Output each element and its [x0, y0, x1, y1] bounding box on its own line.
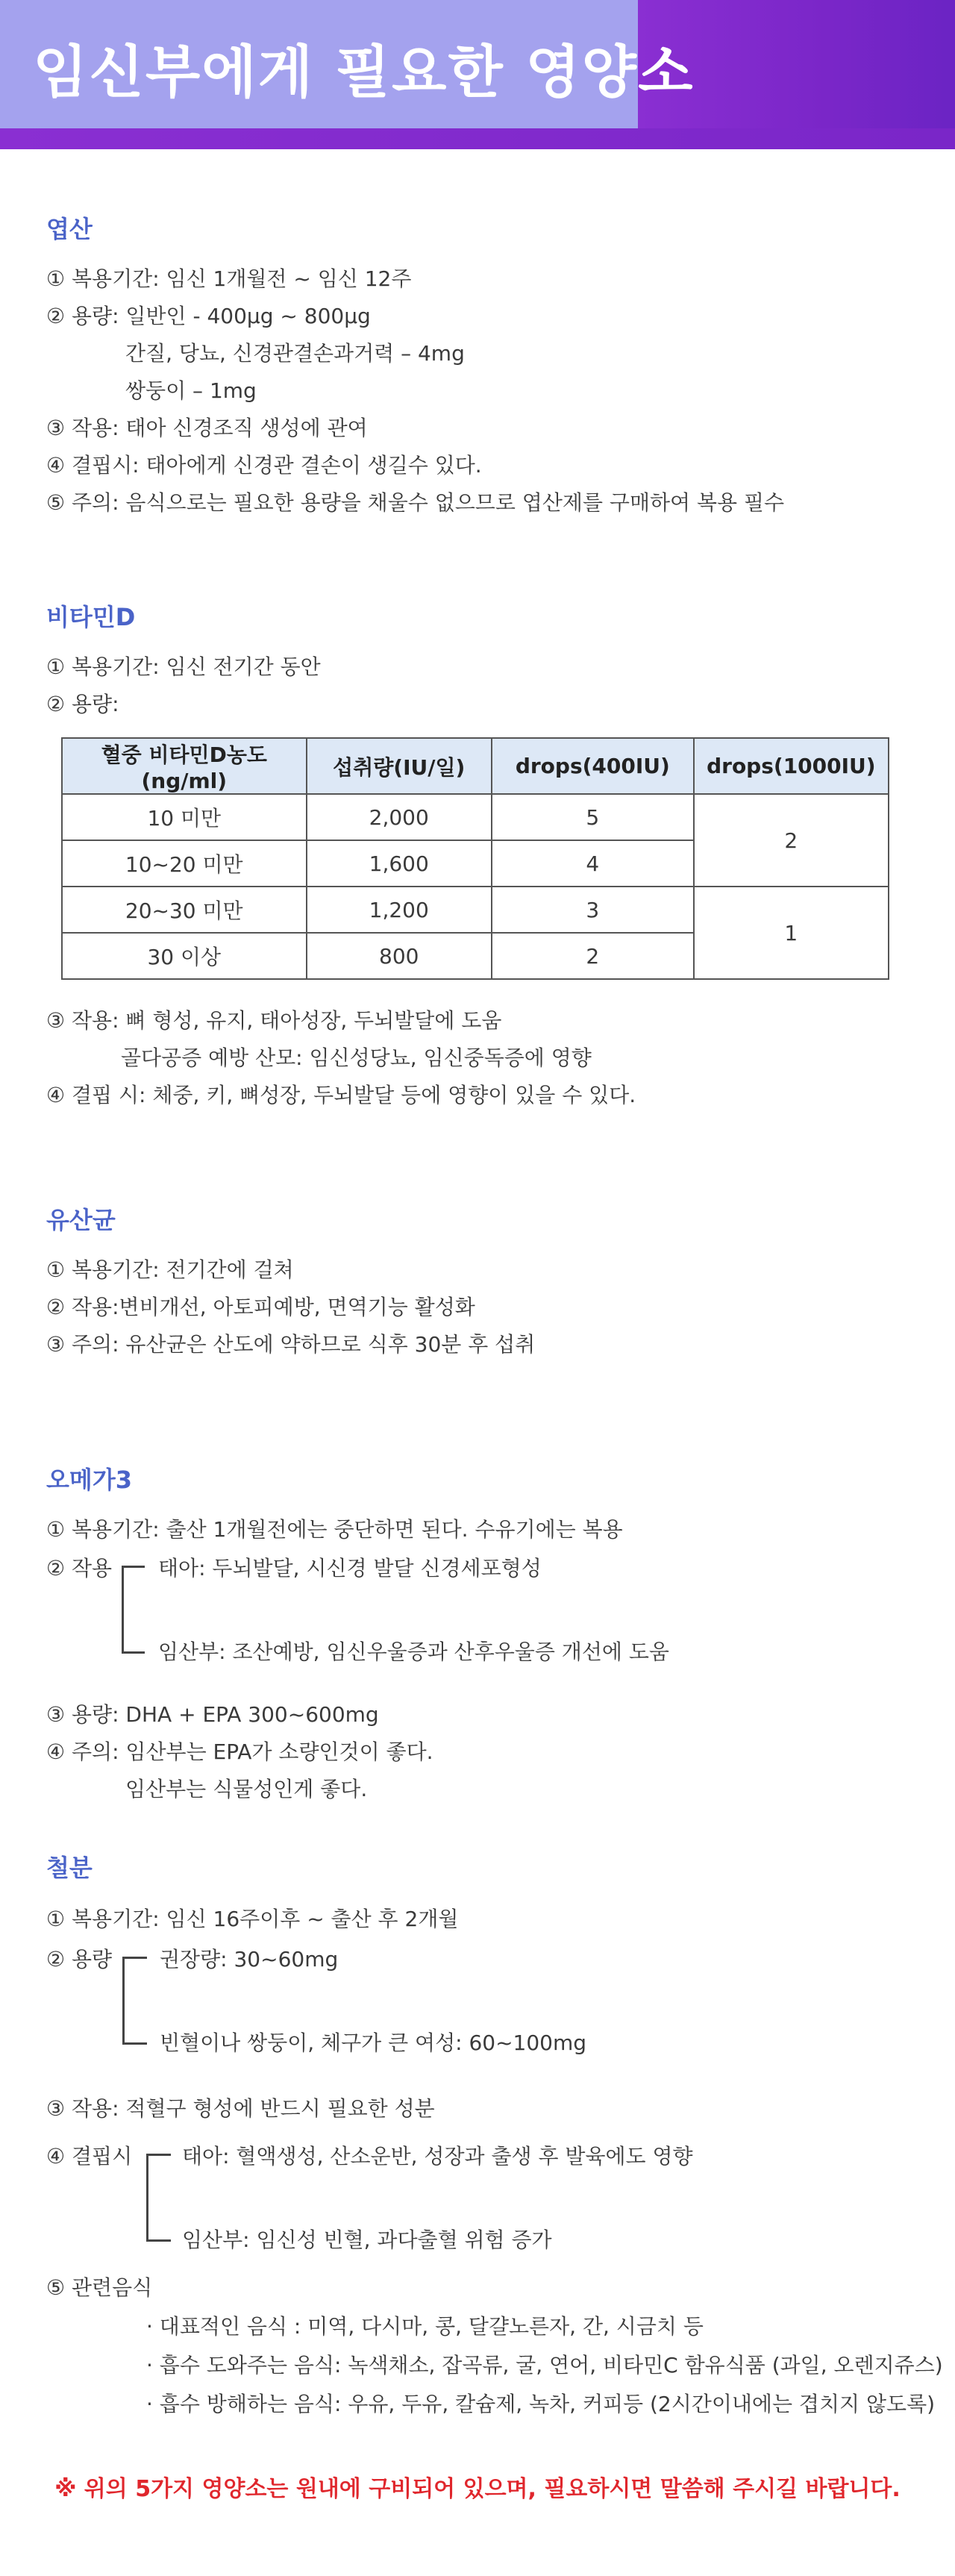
table-cell: 5 [492, 794, 694, 840]
vitd-period: ① 복용기간: 임신 전기간 동안 [46, 654, 321, 679]
omega3-action-fetus: 태아: 두뇌발달, 시신경 발달 신경세포형성 [158, 1556, 542, 1581]
table-row [62, 794, 889, 840]
table-cell: 30 이상 [62, 933, 307, 979]
table-header-row [62, 738, 889, 794]
omega3-action-mother: 임산부: 조산예방, 임신우울증과 산후우울증 개선에 도움 [158, 1639, 669, 1664]
table-cell: 20~30 미만 [62, 887, 307, 933]
omega3-dose: ③ 용량: DHA + EPA 300~600mg [46, 1702, 379, 1727]
iron-dose-bracket [122, 1957, 147, 2045]
iron-food-hinders: · 흡수 방해하는 음식: 우유, 두유, 칼슘제, 녹차, 커피등 (2시간이내에는 겹치지 않도록) [146, 2392, 936, 2416]
iron-deficiency-fetus: 태아: 혈액생성, 산소운반, 성장과 출생 후 발육에도 영향 [182, 2144, 693, 2169]
omega3-action-label: ② 작용 [46, 1556, 113, 1581]
table-header-cell: drops(1000IU) [694, 738, 889, 794]
folate-deficiency: ④ 결핍시: 태아에게 신경관 결손이 생길수 있다. [46, 453, 482, 478]
iron-deficiency-mother: 임산부: 임신성 빈혈, 과다출혈 위험 증가 [182, 2228, 552, 2252]
section-title-folate: 엽산 [46, 215, 93, 243]
section-title-vitd: 비타민D [46, 603, 136, 631]
vitd-dose-table [61, 737, 889, 980]
omega3-period: ① 복용기간: 출산 1개월전에는 중단하면 된다. 수유기에는 복용 [46, 1517, 623, 1542]
probiotics-caution: ③ 주의: 유산균은 산도에 약하므로 식후 30분 후 섭취 [46, 1332, 536, 1357]
probiotics-action: ② 작용:변비개선, 아토피예방, 면역기능 활성화 [46, 1295, 475, 1319]
omega3-caution: ④ 주의: 임산부는 EPA가 소량인것이 좋다. [46, 1739, 433, 1764]
iron-food-representative: · 대표적인 음식 : 미역, 다시마, 콩, 달걀노른자, 간, 시금치 등 [146, 2314, 704, 2339]
table-cell: 1,600 [307, 840, 492, 887]
table-cell: 1 [694, 887, 889, 979]
table-cell: 10~20 미만 [62, 840, 307, 887]
iron-dose-normal: 권장량: 30~60mg [160, 1947, 339, 1972]
iron-action: ③ 작용: 적혈구 형성에 반드시 필요한 성분 [46, 2096, 435, 2121]
footer-notice: ※ 위의 5가지 영양소는 원내에 구비되어 있으며, 필요하시면 말씀해 주시길 바랍니다. [54, 2476, 901, 2502]
table-cell: 2 [694, 794, 889, 887]
table-cell: 800 [307, 933, 492, 979]
section-title-omega3: 오메가3 [46, 1466, 133, 1494]
table-header-cell: 혈중 비타민D농도 (ng/ml) [62, 738, 307, 794]
folate-dose-high: 간질, 당뇨, 신경관결손과거력 – 4mg [125, 341, 465, 366]
folate-caution: ⑤ 주의: 음식으로는 필요한 용량을 채울수 없으므로 엽산제를 구매하여 복용 필수 [46, 490, 785, 515]
header-bar [0, 128, 955, 149]
iron-food-helps: · 흡수 도와주는 음식: 녹색채소, 잡곡류, 굴, 연어, 비타민C 함유식품 (과일, 오렌지쥬스) [146, 2353, 943, 2378]
section-title-probiotics: 유산균 [46, 1206, 116, 1234]
iron-dose-high: 빈혈이나 쌍둥이, 체구가 큰 여성: 60~100mg [160, 2031, 587, 2055]
table-header-cell: 섭취량(IU/일) [307, 738, 492, 794]
folate-dose: ② 용량: 일반인 - 400μg ~ 800μg [46, 304, 371, 328]
table-row [62, 887, 889, 933]
table-cell: 1,200 [307, 887, 492, 933]
vitd-dose: ② 용량: [46, 692, 119, 716]
vitd-deficiency: ④ 결핍 시: 체중, 키, 뼈성장, 두뇌발달 등에 영향이 있을 수 있다. [46, 1083, 636, 1107]
iron-deficiency-label: ④ 결핍시 [46, 2144, 133, 2169]
probiotics-period: ① 복용기간: 전기간에 걸쳐 [46, 1257, 294, 1282]
vitd-action-2: 골다공증 예방 산모: 임신성당뇨, 임신중독증에 영향 [121, 1045, 592, 1070]
table-cell: 10 미만 [62, 794, 307, 840]
iron-dose-label: ② 용량 [46, 1947, 113, 1972]
omega3-bracket [122, 1566, 145, 1654]
omega3-caution-2: 임산부는 식물성인게 좋다. [125, 1777, 368, 1801]
table-cell: 2 [492, 933, 694, 979]
iron-food-label: ⑤ 관련음식 [46, 2275, 153, 2300]
table-cell: 2,000 [307, 794, 492, 840]
vitd-action: ③ 작용: 뼈 형성, 유지, 태아성장, 두뇌발달에 도움 [46, 1008, 502, 1033]
page-title: 임신부에게 필요한 영양소 [33, 39, 695, 105]
table-cell: 4 [492, 840, 694, 887]
section-title-iron: 철분 [46, 1854, 93, 1882]
iron-deficiency-bracket [146, 2154, 171, 2242]
table-header-cell: drops(400IU) [492, 738, 694, 794]
folate-period: ① 복용기간: 임신 1개월전 ~ 임신 12주 [46, 266, 412, 291]
folate-dose-twins: 쌍둥이 – 1mg [125, 378, 257, 403]
table-cell: 3 [492, 887, 694, 933]
folate-action: ③ 작용: 태아 신경조직 생성에 관여 [46, 416, 368, 440]
iron-period: ① 복용기간: 임신 16주이후 ~ 출산 후 2개월 [46, 1907, 459, 1931]
